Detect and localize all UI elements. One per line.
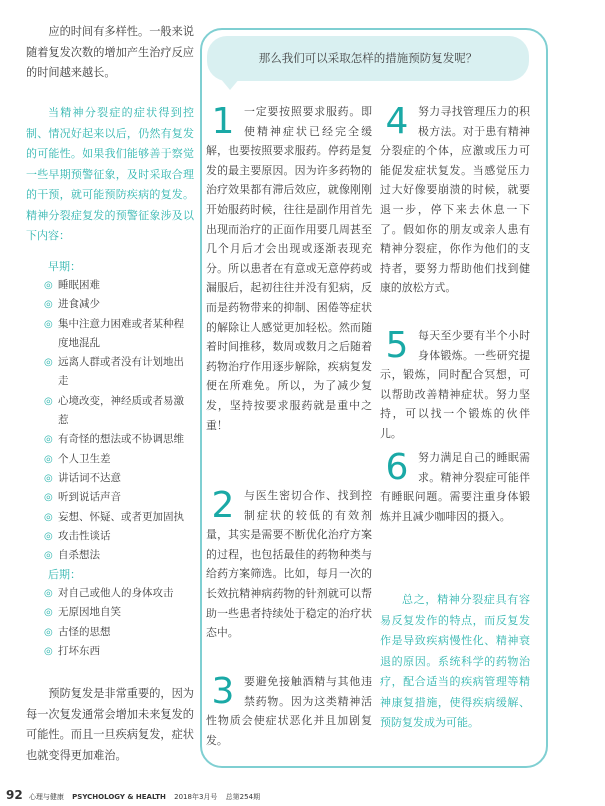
early-item xyxy=(44,392,194,431)
late-item xyxy=(44,603,194,622)
measure-4 xyxy=(380,102,530,298)
measure-text: 每天至少要有半个小时身体锻炼。一些研究提示，锻炼，同时配合冥想，可以帮助改善精神症状。努力坚持，可以找一个锻炼的伙伴儿。 xyxy=(380,329,530,440)
late-item xyxy=(44,623,194,642)
measure-text: 与医生密切合作、找到控制症状的较低的有效剂量，其实是需要不断优化治疗方案的过程，也包括最佳的药物种类与给药方案筛选。比如，每月一次的长效抗精神病药物的针剂就可以帮助一些患者持续处于稳定的治疗状态中。 xyxy=(206,489,372,640)
intro-text: 应的时间有多样性。一般来说随着复发次数的增加产生治疗反应的时间越来越长。 xyxy=(26,25,194,79)
bullet-icon: ◎ xyxy=(44,607,53,619)
late-symptoms-list xyxy=(44,584,194,661)
early-item xyxy=(44,276,194,295)
early-item xyxy=(44,295,194,314)
page-footer xyxy=(6,788,260,802)
early-item-text: 听到说话声音 xyxy=(58,491,121,504)
early-item-text: 自杀想法 xyxy=(58,549,100,562)
measure-5 xyxy=(380,326,530,444)
early-item xyxy=(44,353,194,392)
bullet-icon: ◎ xyxy=(44,550,53,562)
measure-number: 6 xyxy=(385,447,409,488)
magazine-name: 心理与健康 xyxy=(28,793,64,801)
late-item-text: 对自己或他人的身体攻击 xyxy=(58,587,174,599)
measure-number: 4 xyxy=(385,101,409,142)
early-item-text: 睡眠困难 xyxy=(58,279,100,291)
bullet-icon: ◎ xyxy=(44,511,53,523)
warning-signs-intro: 当精神分裂症的症状得到控制、情况好起来以后，仍然有复发的可能性。如果我们能够善于察觉一些早期预警征象，及时采取合理的干预，就可能预防疾病的复发。精神分裂症复发的预警征象涉及以下内容： xyxy=(26,106,194,242)
question-text: 那么我们可以采取怎样的措施预防复发呢？ xyxy=(258,51,478,65)
bullet-icon: ◎ xyxy=(44,434,53,446)
early-item-text: 个人卫生差 xyxy=(58,452,111,465)
early-item-text: 进食减少 xyxy=(58,298,100,311)
early-item-text: 远离人群或者没有计划地出走 xyxy=(58,356,184,388)
early-item xyxy=(44,430,194,449)
bullet-icon: ◎ xyxy=(44,530,53,542)
left-intro-paragraph xyxy=(26,22,194,84)
measure-number: 2 xyxy=(211,485,235,526)
measure-number: 3 xyxy=(211,671,235,712)
bullet-icon: ◎ xyxy=(44,318,53,330)
measure-text: 要避免接触酒精与其他违禁药物。因为这类精神活性物质会使症状恶化并且加剧复发。 xyxy=(206,675,372,747)
page-number: 92 xyxy=(6,788,23,802)
early-item xyxy=(44,527,194,546)
bullet-icon: ◎ xyxy=(44,472,53,484)
measure-number: 1 xyxy=(211,101,235,142)
bullet-icon: ◎ xyxy=(44,492,53,504)
early-item-text: 攻击性谈话 xyxy=(58,529,111,542)
early-item-text: 有奇怪的想法或不协调思维 xyxy=(58,433,184,446)
early-item xyxy=(44,450,194,469)
issue-date: 2018年3月号 xyxy=(174,793,218,801)
measure-text: 努力满足自己的睡眠需求。精神分裂症可能伴有睡眠问题。需要注重身体锻炼并且减少咖啡因的摄入。 xyxy=(380,451,530,523)
measure-text: 努力寻找管理压力的积极方法。对于患有精神分裂症的个体，应激或压力可能促发症状复发。当感觉压力过大好像要崩溃的时候，就要退一步，停下来去休息一下了。假如你的朋友或亲人患有精神分裂症，你作为他们的支持者，要努力帮助他们找到健康的放松方式。 xyxy=(380,105,530,295)
late-item-text: 打坏东西 xyxy=(58,644,100,657)
magazine-name-en: PSYCHOLOGY & HEALTH xyxy=(72,793,166,801)
early-item-text: 妄想、怀疑、或者更加固执 xyxy=(58,510,184,523)
question-bubble-tail xyxy=(220,78,240,90)
early-item xyxy=(44,469,194,488)
late-item xyxy=(44,642,194,661)
bullet-icon: ◎ xyxy=(44,626,53,638)
bullet-icon: ◎ xyxy=(44,299,53,311)
measure-number: 5 xyxy=(385,325,409,366)
early-stage-heading: 早期： xyxy=(48,260,81,273)
measure-6 xyxy=(380,448,530,526)
late-item-text: 无原因地自笑 xyxy=(58,606,121,619)
early-item-text: 讲话词不达意 xyxy=(58,471,121,484)
early-item xyxy=(44,315,194,354)
early-item-text: 心境改变，神经质或者易激惹 xyxy=(58,394,184,427)
measure-text: 一定要按照要求服药。即使精神症状已经完全缓解，也要按照要求服药。停药是复发的最主要原因。因为许多药物的治疗效果都有滞后效应，就像刚刚开始服药时候，往往是副作用首先出现而治疗的正面作用要几周甚至几个月后才会出现或逐渐表现充分。所以患者在有意或无意停药或漏服后，起初往往并没有犯病，反而是药物带来的抑制、困倦等症状的解除让人感觉更加轻松。然而随着时间推移，数周或数月之后随着药物治疗作用逐步解除，疾病复发便在所难免。所以，为了减少复发，坚持按要求服药就是重中之重！ xyxy=(206,105,372,432)
bullet-icon: ◎ xyxy=(44,453,53,465)
closing-paragraph: 预防复发是非常重要的，因为每一次复发通常会增加未来复发的可能性。而且一旦疾病复发，症状也就变得更加难治。 xyxy=(26,687,194,762)
early-item-text: 集中注意力困难或者某种程度地混乱 xyxy=(58,317,184,349)
bullet-icon: ◎ xyxy=(44,357,53,369)
summary-paragraph: 总之，精神分裂症具有容易反复发作的特点，而反复发作是导致疾病慢性化、精神衰退的原因。系统科学的药物治疗，配合适当的疾病管理等精神康复措施，使得疾病缓解、预防复发成为可能。 xyxy=(380,593,530,729)
early-item xyxy=(44,488,194,507)
bullet-icon: ◎ xyxy=(44,395,53,407)
early-item xyxy=(44,546,194,565)
late-item xyxy=(44,584,194,603)
late-item-text: 古怪的思想 xyxy=(58,625,111,638)
bullet-icon: ◎ xyxy=(44,280,53,291)
bullet-icon: ◎ xyxy=(44,645,53,657)
early-item xyxy=(44,508,194,527)
measure-3 xyxy=(206,672,372,750)
measure-1 xyxy=(206,102,372,435)
issue-total: 总第254期 xyxy=(225,793,261,801)
bullet-icon: ◎ xyxy=(44,588,53,599)
late-stage-heading: 后期： xyxy=(48,568,81,581)
early-symptoms-list xyxy=(44,276,194,565)
measure-2 xyxy=(206,486,372,643)
